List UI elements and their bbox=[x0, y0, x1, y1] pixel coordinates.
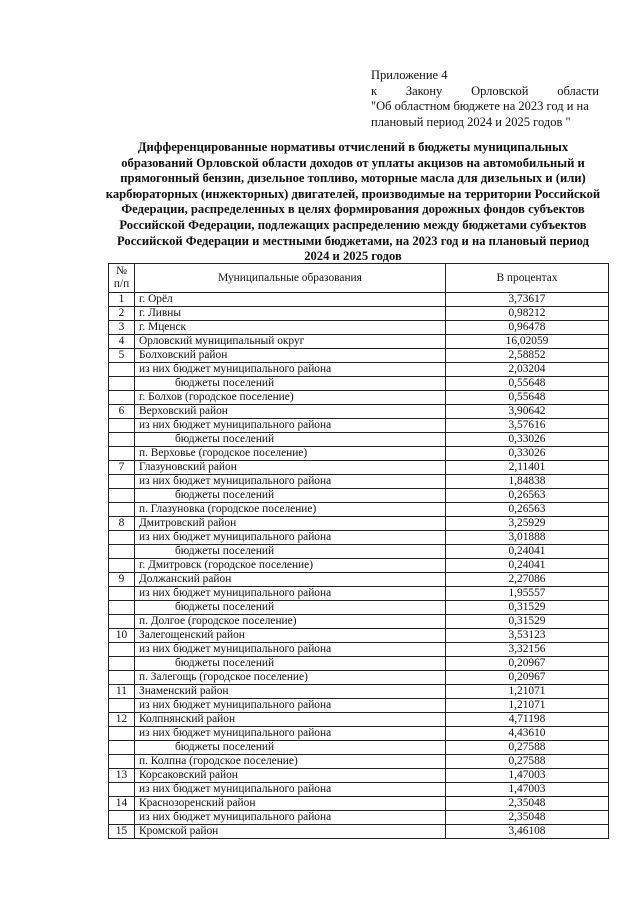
title-line: Российской Федерации, подлежащих распределению между бюджетами субъектов bbox=[119, 217, 587, 232]
row-number: 1 bbox=[109, 293, 135, 307]
appendix-block bbox=[371, 68, 599, 130]
row-percent: 0,55648 bbox=[446, 377, 609, 391]
table-row bbox=[109, 391, 609, 405]
row-municipality: из них бюджет муниципального района bbox=[135, 783, 446, 797]
row-municipality: бюджеты поселений bbox=[135, 433, 446, 447]
row-percent: 4,71198 bbox=[446, 713, 609, 727]
table-row bbox=[109, 363, 609, 377]
row-percent: 2,58852 bbox=[446, 349, 609, 363]
row-municipality: п. Колпна (городское поселение) bbox=[135, 755, 446, 769]
row-number bbox=[109, 727, 135, 741]
row-percent: 2,35048 bbox=[446, 811, 609, 825]
table-row bbox=[109, 755, 609, 769]
row-percent: 0,31529 bbox=[446, 601, 609, 615]
table-row bbox=[109, 433, 609, 447]
table-body bbox=[109, 293, 609, 839]
row-municipality: г. Орёл bbox=[135, 293, 446, 307]
title-line: Федерации, распределенных в целях формирования дорожных фондов субъектов bbox=[121, 202, 585, 217]
table-row bbox=[109, 531, 609, 545]
table-row bbox=[109, 741, 609, 755]
row-percent: 3,90642 bbox=[446, 405, 609, 419]
row-percent: 0,33026 bbox=[446, 447, 609, 461]
row-number: 13 bbox=[109, 769, 135, 783]
table-row bbox=[109, 699, 609, 713]
appendix-law-title-cont: плановый период 2024 и 2025 годов " bbox=[371, 114, 571, 129]
table-row bbox=[109, 657, 609, 671]
appendix-law-title: "Об областном бюджете на 2023 год и на bbox=[371, 99, 589, 113]
header-number-line2: п/п bbox=[113, 278, 130, 290]
row-municipality: п. Залегощь (городское поселение) bbox=[135, 671, 446, 685]
table-row bbox=[109, 587, 609, 601]
norms-table bbox=[108, 263, 609, 839]
row-municipality: п. Глазуновка (городское поселение) bbox=[135, 503, 446, 517]
row-percent: 4,43610 bbox=[446, 727, 609, 741]
row-percent: 2,35048 bbox=[446, 797, 609, 811]
row-percent: 1,47003 bbox=[446, 769, 609, 783]
row-percent: 0,31529 bbox=[446, 615, 609, 629]
table-row bbox=[109, 573, 609, 587]
row-number: 7 bbox=[109, 461, 135, 475]
row-number bbox=[109, 475, 135, 489]
row-number bbox=[109, 643, 135, 657]
table-row bbox=[109, 615, 609, 629]
row-percent: 1,47003 bbox=[446, 783, 609, 797]
row-municipality: из них бюджет муниципального района bbox=[135, 699, 446, 713]
row-percent: 3,46108 bbox=[446, 825, 609, 839]
row-municipality: п. Верховье (городское поселение) bbox=[135, 447, 446, 461]
row-number: 15 bbox=[109, 825, 135, 839]
row-municipality: бюджеты поселений bbox=[135, 657, 446, 671]
row-number: 4 bbox=[109, 335, 135, 349]
row-number bbox=[109, 811, 135, 825]
row-municipality: г. Мценск bbox=[135, 321, 446, 335]
table-row bbox=[109, 559, 609, 573]
table-row bbox=[109, 811, 609, 825]
table-row bbox=[109, 489, 609, 503]
table-row bbox=[109, 713, 609, 727]
table-row bbox=[109, 797, 609, 811]
row-number bbox=[109, 699, 135, 713]
table-row bbox=[109, 475, 609, 489]
row-percent: 16,02059 bbox=[446, 335, 609, 349]
row-percent: 0,96478 bbox=[446, 321, 609, 335]
row-percent: 3,32156 bbox=[446, 643, 609, 657]
row-municipality: из них бюджет муниципального района bbox=[135, 643, 446, 657]
table-row bbox=[109, 769, 609, 783]
row-percent: 3,53123 bbox=[446, 629, 609, 643]
row-municipality: Залегощенский район bbox=[135, 629, 446, 643]
row-number bbox=[109, 503, 135, 517]
row-municipality: Колпнянский район bbox=[135, 713, 446, 727]
row-number: 12 bbox=[109, 713, 135, 727]
title-line: прямогонный бензин, дизельное топливо, моторные масла для дизельных и (или) bbox=[120, 171, 586, 186]
row-percent: 0,55648 bbox=[446, 391, 609, 405]
row-municipality: бюджеты поселений bbox=[135, 545, 446, 559]
row-municipality: Корсаковский район bbox=[135, 769, 446, 783]
title-line: Российской Федерации и местными бюджетами, на 2023 год и на плановый период bbox=[117, 233, 589, 248]
title-line: 2024 и 2025 годов bbox=[304, 249, 402, 264]
table-row bbox=[109, 783, 609, 797]
row-number bbox=[109, 615, 135, 629]
appendix-label: Приложение 4 bbox=[371, 68, 448, 82]
table-row bbox=[109, 517, 609, 531]
row-percent: 0,27588 bbox=[446, 755, 609, 769]
row-municipality: бюджеты поселений bbox=[135, 601, 446, 615]
header-municipality: Муниципальные образования bbox=[135, 264, 446, 293]
row-municipality: Знаменский район bbox=[135, 685, 446, 699]
row-municipality: бюджеты поселений bbox=[135, 377, 446, 391]
table-row bbox=[109, 825, 609, 839]
row-municipality: из них бюджет муниципального района bbox=[135, 475, 446, 489]
row-number: 10 bbox=[109, 629, 135, 643]
row-percent: 1,21071 bbox=[446, 699, 609, 713]
row-number: 8 bbox=[109, 517, 135, 531]
row-municipality: Верховский район bbox=[135, 405, 446, 419]
row-percent: 1,95557 bbox=[446, 587, 609, 601]
row-percent: 0,26563 bbox=[446, 489, 609, 503]
row-percent: 0,98212 bbox=[446, 307, 609, 321]
row-municipality: из них бюджет муниципального района bbox=[135, 531, 446, 545]
row-municipality: Краснозоренский район bbox=[135, 797, 446, 811]
table-row bbox=[109, 643, 609, 657]
row-municipality: г. Болхов (городское поселение) bbox=[135, 391, 446, 405]
row-number bbox=[109, 559, 135, 573]
row-number bbox=[109, 741, 135, 755]
table-row bbox=[109, 293, 609, 307]
header-number bbox=[109, 264, 135, 293]
title-line: образований Орловской области доходов от уплаты акцизов на автомобильный и bbox=[121, 155, 585, 170]
row-number bbox=[109, 433, 135, 447]
row-number: 5 bbox=[109, 349, 135, 363]
row-percent: 0,24041 bbox=[446, 559, 609, 573]
table-row bbox=[109, 601, 609, 615]
appendix-law: Закону bbox=[405, 83, 443, 98]
row-number bbox=[109, 391, 135, 405]
row-municipality: г. Дмитровск (городское поселение) bbox=[135, 559, 446, 573]
row-percent: 0,33026 bbox=[446, 433, 609, 447]
row-percent: 1,84838 bbox=[446, 475, 609, 489]
table-row bbox=[109, 419, 609, 433]
row-municipality: Кромской район bbox=[135, 825, 446, 839]
row-number bbox=[109, 587, 135, 601]
row-municipality: из них бюджет муниципального района bbox=[135, 727, 446, 741]
row-number: 6 bbox=[109, 405, 135, 419]
row-percent: 0,24041 bbox=[446, 545, 609, 559]
row-municipality: из них бюджет муниципального района bbox=[135, 363, 446, 377]
table-row bbox=[109, 461, 609, 475]
row-municipality: г. Ливны bbox=[135, 307, 446, 321]
row-number: 14 bbox=[109, 797, 135, 811]
row-number bbox=[109, 657, 135, 671]
appendix-law-line bbox=[371, 84, 599, 100]
appendix-region: Орловской bbox=[471, 83, 529, 98]
row-municipality: бюджеты поселений bbox=[135, 741, 446, 755]
header-percent: В процентах bbox=[446, 264, 609, 293]
row-number: 11 bbox=[109, 685, 135, 699]
appendix-k: к bbox=[371, 83, 378, 98]
appendix-oblast: области bbox=[557, 83, 599, 98]
row-number: 2 bbox=[109, 307, 135, 321]
row-number bbox=[109, 531, 135, 545]
row-number bbox=[109, 489, 135, 503]
table-header-row bbox=[109, 264, 609, 293]
table-row bbox=[109, 405, 609, 419]
row-number: 9 bbox=[109, 573, 135, 587]
row-municipality: Дмитровский район bbox=[135, 517, 446, 531]
row-number: 3 bbox=[109, 321, 135, 335]
row-number bbox=[109, 377, 135, 391]
row-percent: 3,01888 bbox=[446, 531, 609, 545]
row-municipality: Болховский район bbox=[135, 349, 446, 363]
table-row bbox=[109, 447, 609, 461]
row-municipality: п. Долгое (городское поселение) bbox=[135, 615, 446, 629]
row-percent: 3,73617 bbox=[446, 293, 609, 307]
row-number bbox=[109, 363, 135, 377]
row-municipality: бюджеты поселений bbox=[135, 489, 446, 503]
table-row bbox=[109, 335, 609, 349]
row-percent: 0,20967 bbox=[446, 671, 609, 685]
table-row bbox=[109, 349, 609, 363]
row-number bbox=[109, 783, 135, 797]
row-percent: 1,21071 bbox=[446, 685, 609, 699]
row-municipality: из них бюджет муниципального района bbox=[135, 587, 446, 601]
table-row bbox=[109, 377, 609, 391]
table-row bbox=[109, 727, 609, 741]
row-number bbox=[109, 447, 135, 461]
table-row bbox=[109, 321, 609, 335]
row-municipality: Должанский район bbox=[135, 573, 446, 587]
table-row bbox=[109, 685, 609, 699]
header-number-line1: № bbox=[116, 265, 127, 277]
row-percent: 0,20967 bbox=[446, 657, 609, 671]
row-percent: 2,27086 bbox=[446, 573, 609, 587]
row-municipality: из них бюджет муниципального района bbox=[135, 811, 446, 825]
title-line: карбюраторных (инжекторных) двигателей, производимые на территории Российской bbox=[105, 186, 601, 201]
table-row bbox=[109, 671, 609, 685]
row-municipality: из них бюджет муниципального района bbox=[135, 419, 446, 433]
row-number bbox=[109, 545, 135, 559]
row-percent: 0,26563 bbox=[446, 503, 609, 517]
row-percent: 2,11401 bbox=[446, 461, 609, 475]
row-percent: 3,25929 bbox=[446, 517, 609, 531]
row-percent: 0,27588 bbox=[446, 741, 609, 755]
row-percent: 3,57616 bbox=[446, 419, 609, 433]
table-row bbox=[109, 307, 609, 321]
row-number bbox=[109, 755, 135, 769]
row-municipality: Орловский муниципальный округ bbox=[135, 335, 446, 349]
title-line: Дифференцированные нормативы отчислений в бюджеты муниципальных bbox=[137, 140, 569, 154]
row-municipality: Глазуновский район bbox=[135, 461, 446, 475]
table-row bbox=[109, 545, 609, 559]
row-percent: 2,03204 bbox=[446, 363, 609, 377]
document-title bbox=[88, 140, 618, 265]
row-number bbox=[109, 419, 135, 433]
row-number bbox=[109, 601, 135, 615]
table-row bbox=[109, 503, 609, 517]
row-number bbox=[109, 671, 135, 685]
table-row bbox=[109, 629, 609, 643]
